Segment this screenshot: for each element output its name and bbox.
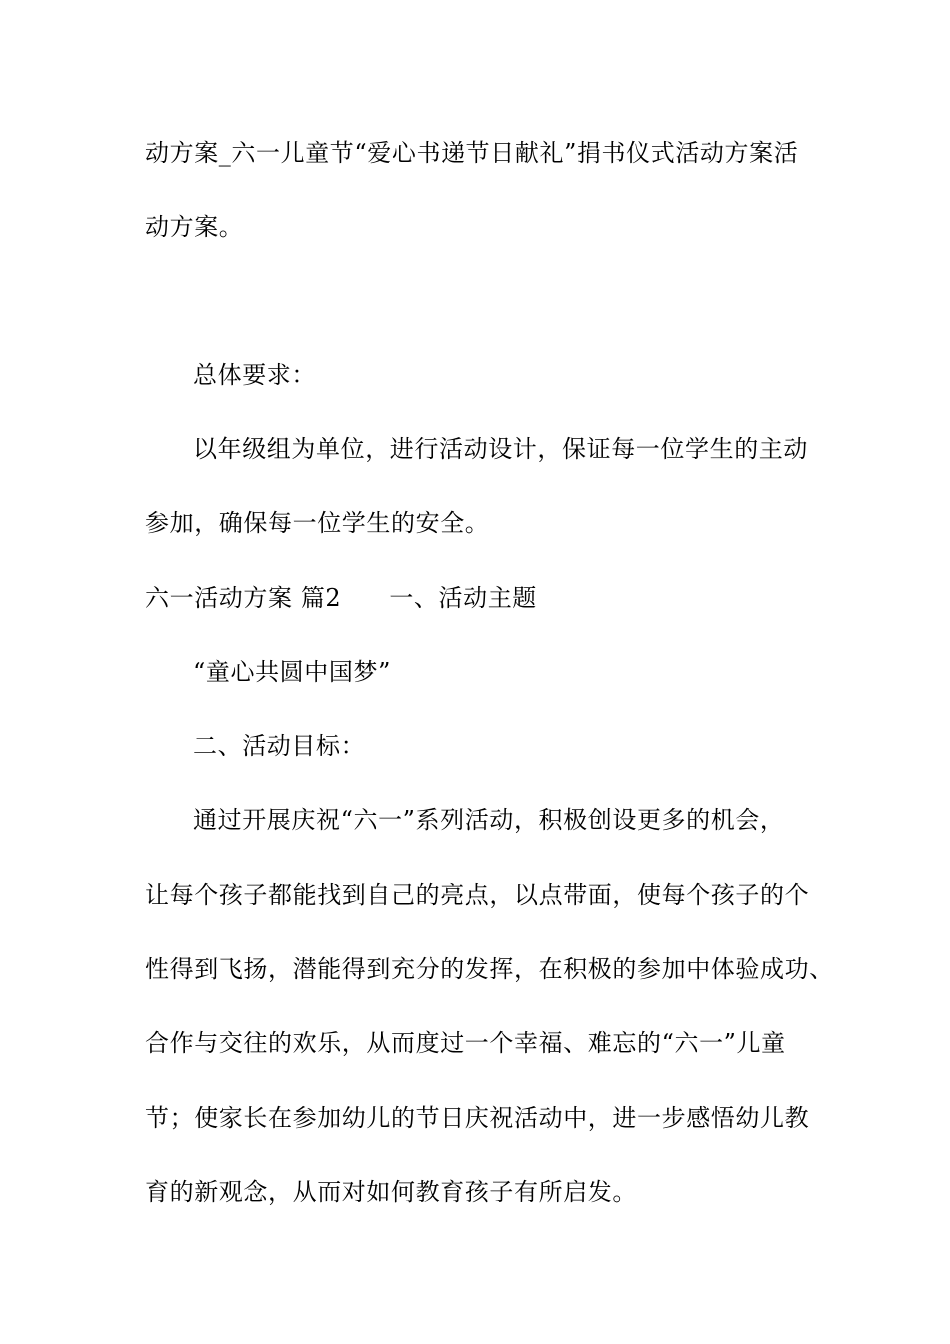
activity-theme-heading: 一、活动主题 bbox=[389, 584, 537, 612]
paragraph-line-8: 合作与交往的欢乐，从而度过一个幸福、难忘的“六一”儿童 bbox=[145, 1029, 786, 1057]
paragraph-line-5: 通过开展庆祝“六一”系列活动，积极创设更多的机会， bbox=[193, 806, 785, 834]
paragraph-line-1: 动方案_六一儿童节“爱心书递节日献礼”捐书仪式活动方案活 bbox=[145, 139, 799, 167]
paragraph-line-2: 动方案。 bbox=[145, 213, 244, 241]
paragraph-line-6: 让每个孩子都能找到自己的亮点，以点带面，使每个孩子的个 bbox=[145, 881, 810, 909]
section-heading-overall-requirements: 总体要求： bbox=[193, 361, 316, 389]
activity-theme-text: “童心共圆中国梦” bbox=[193, 658, 391, 686]
paragraph-line-7: 性得到飞扬，潜能得到充分的发挥，在积极的参加中体验成功、 bbox=[145, 955, 834, 983]
paragraph-line-9: 节；使家长在参加幼儿的节日庆祝活动中，进一步感悟幼儿教 bbox=[145, 1104, 810, 1132]
paragraph-line-10: 育的新观念，从而对如何教育孩子有所启发。 bbox=[145, 1178, 637, 1206]
article-title: 六一活动方案 篇2 bbox=[145, 584, 342, 612]
paragraph-line-4: 参加，确保每一位学生的安全。 bbox=[145, 509, 490, 537]
paragraph-line-3: 以年级组为单位，进行活动设计，保证每一位学生的主动 bbox=[193, 435, 808, 463]
activity-goal-heading: 二、活动目标： bbox=[193, 732, 366, 760]
section-heading-line bbox=[145, 583, 537, 613]
